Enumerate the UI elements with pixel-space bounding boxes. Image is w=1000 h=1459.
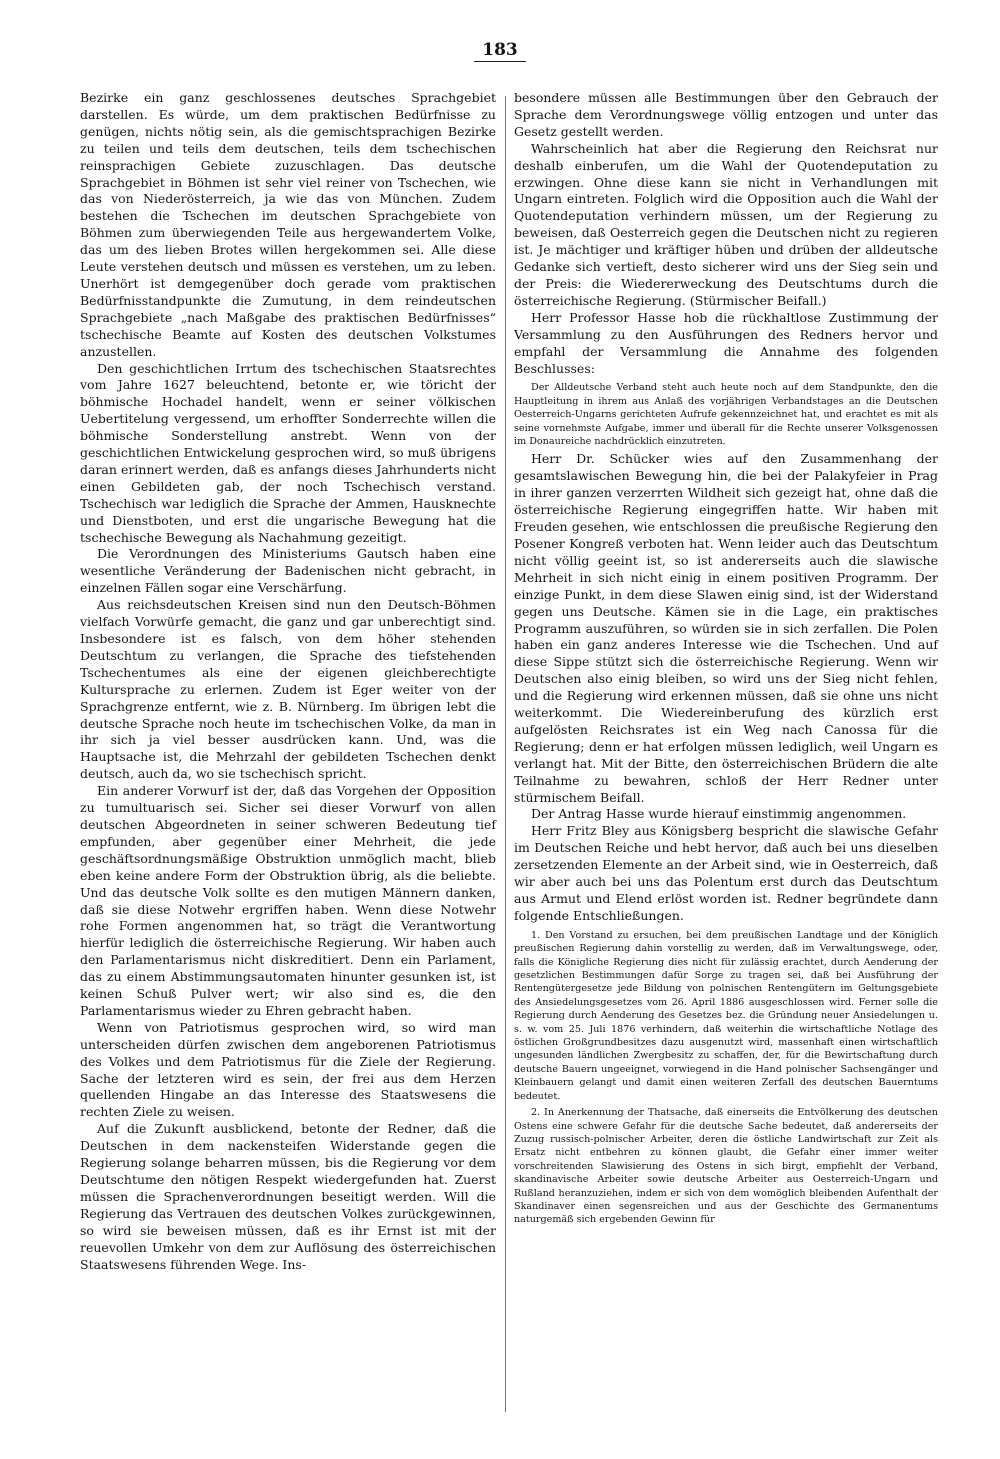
right-column [514,90,938,1230]
column-divider [505,96,506,1412]
paragraph: Aus reichsdeutschen Kreisen sind nun den Deutsch-Böhmen vielfach Vorwürfe gemacht, die ganz und gar unberechtigt sind. Insbesondere ist es falsch, von dem höher stehenden Deutschtum zu verlangen, die Sprache des tiefstehenden Tschechentumes als eine der eigenen gleichberechtigte Kultursprache zu erlernen. Zudem ist Eger weiter von der Sprachgrenze entfernt, wie z. B. Nürnberg. Im übrigen lebt die deutsche Sprache noch heute im tschechischen Volke, da man in ihr sich ja viel besser ausdrücken kann. Und, was die Hauptsache ist, die Mehrzahl der gebildeten Tschechen denkt deutsch, auch da, wo sie tschechisch spricht. [80,597,496,782]
paragraph: Bezirke ein ganz geschlossenes deutsches Sprachgebiet darstellen. Es würde, um dem praktischen Bedürfnisse zu genügen, nichts nötig sein, als die gemischtsprachigen Bezirke zu teilen und teils dem deutschen, teils dem tschechischen reinsprachigen Gebiete zuzuschlagen. Das deutsche Sprachgebiet in Böhmen ist sehr viel reiner von Tschechen, wie das von Niederösterreich, ja wie das von München. Zudem bestehen die Tschechen im deutschen Sprachgebiete von Böhmen zum überwiegenden Teile aus hergewandertem Volke, das um des lieben Brotes willen hergekommen sei. Alle diese Leute verstehen deutsch und müssen es verstehen, um zu leben. Unerhört ist demgegenüber doch gerade vom praktischen Bedürfnisstandpunkte die Zumutung, in dem reindeutschen Sprachgebiete „nach Maßgabe des praktischen Bedürfnisses“ tschechische Beamte auf Kosten des deutschen Volkstumes anzustellen. [80,90,496,359]
paragraph: Ein anderer Vorwurf ist der, daß das Vorgehen der Opposition zu tumultuarisch sei. Sicher sei dieser Vorwurf von allen deutschen Abgeordneten in seiner schweren Bedeutung tief empfunden, aber gegenüber einer Mehrheit, die jede geschäftsordnungsmäßige Obstruktion unmöglich macht, blieb eben keine andere Form der Obstruktion übrig, als die beliebte. Und das deutsche Volk sollte es den mutigen Männern danken, daß sie diese Notwehr ergriffen haben. Wenn diese Notwehr rohe Formen angenommen hat, so trägt die Verantwortung hierfür lediglich die österreichische Regierung. Wir haben auch den Parlamentarismus nicht diskreditiert. Denn ein Parlament, das zu einem Abstimmungsautomaten hinunter gesunken ist, ist keinen Schuß Pulver wert; wir also sind es, die den Parlamentarismus wieder zu Ehren gebracht haben. [80,783,496,1018]
paragraph: Die Verordnungen des Ministeriums Gautsch haben eine wesentliche Veränderung der Badenischen nicht gebracht, in einzelnen Fällen sogar eine Verschärfung. [80,546,496,596]
paragraph: Wenn von Patriotismus gesprochen wird, so wird man unterscheiden dürfen zwischen dem angeborenen Patriotismus des Volkes und dem Patriotismus für die Ziele der Regierung. Sache der letzteren wird es sein, der frei aus dem Herzen quellenden Hingabe an das Interesse des Staatswesens die rechten Ziele zu weisen. [80,1019,496,1120]
page-number-text: 183 [474,40,526,62]
resolution-text: Der Alldeutsche Verband steht auch heute noch auf dem Standpunkte, den die Hauptleitung in ihrem aus Anlaß des vorjährigen Verbandstages an die Deutschen Oesterreich-Ungarns gerichteten Aufrufe gekennzeichnet hat, und erachtet es mit als seine vornehmste Aufgabe, immer und überall für die Rechte unserer Volksgenossen im Donaureiche nachdrücklich einzutreten. [514,382,938,448]
resolution-item: 2. In Anerkennung der Thatsache, daß einerseits die Entvölkerung des deutschen Ostens eine schwere Gefahr für die deutsche Sache bedeutet, daß andererseits der Zuzug russisch-polnischer Arbeiter, deren die östliche Landwirtschaft zur Zeit als Ersatz nicht entbehren zu können glaubt, die Gefahr einer immer weiter vorschreitenden Slawisierung des Ostens in sich birgt, empfiehlt der Verband, skandinavische Arbeiter sowie deutsche Arbeiter aus Oesterreich-Ungarn und Rußland heranzuziehen, indem er sich von dem womöglich bleibenden Aufenthalt der Skandinaver einen segensreichen und aus der Geschichte des Germanentums naturgemäß sich ergebenden Gewinn für [514,1107,938,1226]
paragraph: Auf die Zukunft ausblickend, betonte der Redner, daß die Deutschen in dem nackensteifen Widerstande gegen die Regierung solange beharren müssen, bis die Regierung vor dem Deutschtume den nötigen Respekt wiedergefunden hat. Zuerst müssen die Sprachenverordnungen beseitigt werden. Will die Regierung das Vertrauen des deutschen Volkes zurückgewinnen, so wird sie beweisen müssen, daß es ihr Ernst ist mit der reuevollen Umkehr von dem zur Auflösung des österreichischen Staatswesens führenden Wege. Ins- [80,1121,496,1272]
page-number [0,40,1000,60]
paragraph: Der Antrag Hasse wurde hierauf einstimmig angenommen. [531,806,907,822]
paragraph: Wahrscheinlich hat aber die Regierung den Reichsrat nur deshalb einberufen, um die Wahl der Quotendeputation zu erzwingen. Ohne diese kann sie nicht in Verhandlungen mit Ungarn eintreten. Folglich wird die Opposition auch die Wahl der Quotendeputation verhindern müssen, um der Regierung zu beweisen, daß Oesterreich gegen die Deutschen nicht zu regieren ist. Je mächtiger und kräftiger hüben und drüben der alldeutsche Gedanke sich vertieft, desto sicherer wird uns der Sieg sein und der Preis: die Wiedererweckung des Deutschtums durch die österreichische Regierung. (Stürmischer Beifall.) [514,140,938,308]
paragraph: Herr Fritz Bley aus Königsberg bespricht die slawische Gefahr im Deutschen Reiche und hebt hervor, daß auch bei uns dieselben zersetzenden Elemente an der Arbeit sind, wie in Oesterreich, daß wir aber auch bei uns das Polentum erst durch das Deutschtum aus Armut und Elend erlöst worden ist. Redner begründete dann folgende Entschließungen. [514,823,938,923]
paragraph-continuation: besondere müssen alle Bestimmungen über den Gebrauch der Sprache dem Verordnungswege völlig entzogen und unter das Gesetz gestellt werden. [514,90,938,139]
paragraph: Herr Dr. Schücker wies auf den Zusammenhang der gesamtslawischen Bewegung hin, die bei der Palakyfeier in Prag in ihrer ganzen verzerrten Wildheit sich gezeigt hat, ohne daß die österreichische Regierung eingegriffen hatte. Wir haben mit Freuden gesehen, wie entschlossen die preußische Regierung den Posener Kongreß verboten hat. Wenn leider auch das Deutschtum nicht völlig geeint ist, so ist andererseits auch die slawische Mehrheit in sich nicht einig in einem positiven Programm. Der einzige Punkt, in dem diese Slawen einig sind, ist der Widerstand gegen uns Deutsche. Kämen sie in die Lage, ein praktisches Programm auszuführen, so würden sie in sich zerfallen. Die Polen haben ein ganz anderes Interesse wie die Tschechen. Und auf diese Sippe stützt sich die österreichische Regierung. Wenn wir Deutschen also einig bleiben, so wird uns der Sieg nicht fehlen, und die Regierung wird erkennen müssen, daß sie ohne uns nicht weiterkommt. Die Wiedereinberufung des kürzlich erst aufgelösten Reichsrates ist ein Weg nach Canossa für die Regierung; denn er hat erfolgen müssen lediglich, weil Ungarn es verlangt hat. Mit der Bitte, den österreichischen Brüdern die alte Teilnahme zu bewahren, schloß der Herr Redner unter stürmischem Beifall. [514,451,938,805]
resolution-item: 1. Den Vorstand zu ersuchen, bei dem preußischen Landtage und der Königlich preußischen Regierung dahin vorstellig zu werden, daß im Verwaltungswege, oder, falls die Königliche Regierung dies nicht für zulässig erachtet, durch Aenderung der gesetzlichen Bestimmungen dafür Sorge zu tragen sei, daß bei Ausführung der Rentengütergesetze jede Bildung von polnischen Rentengütern im Geltungsgebiete des Ansiedelungsgesetzes vom 26. April 1886 ausgeschlossen wird. Ferner solle die Regierung durch Aenderung des Gesetzes bez. die Gründung neuer Ansiedelungen u. s. w. vom 25. Juli 1876 verhindern, daß weiterhin die wirtschaftliche Notlage des östlichen Großgrundbesitzes dazu ausgenutzt wird, massenhaft einen wirtschaftlich ungesunden ländlichen Zwergbesitz zu schaffen, der, für die Bewirtschaftung durch deutsche Bauern ungeeignet, vorwiegend in die Hand polnischer Sachsengänger und Kleinbauern gelangt und damit einen weiteren Zerfall des deutschen Bauerntums bedeutet. [514,929,938,1102]
left-column [80,90,496,1273]
paragraph: Den geschichtlichen Irrtum des tschechischen Staatsrechtes vom Jahre 1627 beleuchtend, betonte er, wie töricht der böhmische Hochadel handelt, wenn er seiner völkischen Uebertitelung vergessend, um erhoffter Sonderrechte willen die böhmische Sonderstellung anstrebt. Wenn von der geschichtlichen Entwickelung gesprochen wird, so muß übrigens daran erinnert werden, daß es anfangs dieses Jahrhunderts nicht einen Gebildeten gab, der noch Tschechisch verstand. Tschechisch war lediglich die Sprache der Ammen, Hausknechte und Dienstboten, und erst die ungarische Bewegung hat die tschechische Bewegung als Nachahmung gezeitigt. [80,360,496,545]
paragraph: Herr Professor Hasse hob die rückhaltlose Zustimmung der Versammlung zu den Ausführungen des Redners hervor und empfahl der Versammlung die Annahme des folgenden Beschlusses: [514,309,938,376]
